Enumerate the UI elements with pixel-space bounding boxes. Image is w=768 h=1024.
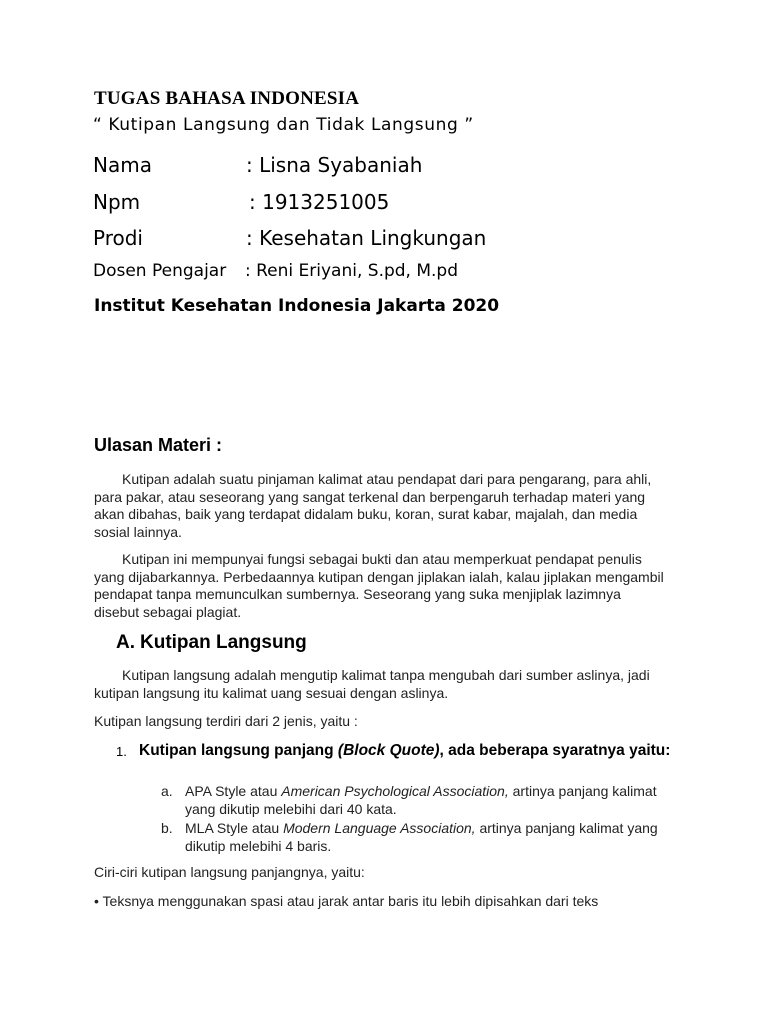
list-item-1-text-italic: (Block Quote) [337,742,440,759]
ulasan-paragraph-2 [94,551,664,621]
sub-item-b-italic: Modern Language Association, [283,820,476,836]
section-a-paragraph-2: Kutipan langsung terdiri dari 2 jenis, yaitu : [94,713,358,729]
list-item-1-text-before: Kutipan langsung panjang [139,742,338,759]
ulasan-paragraph-2-text: Kutipan ini mempunyai fungsi sebagai bukti dan atau memperkuat pendapat penulis yang dijabarkannya. Perbedaannya kutipan dengan jiplakan ialah, kalau jiplakan mengambil pendapat tanpa memunculkan sumbernya. Seseorang yang suka menjiplak lazimnya disebut sebagai plagiat. [94,551,664,620]
prodi-label: Prodi [93,226,143,250]
section-a-heading [116,632,307,654]
identity-row-npm [93,190,390,214]
list-item-1-text [139,741,676,760]
ulasan-paragraph-1 [94,471,664,541]
sub-item-b-after: artinya panjang kalimat yang dikutip melebihi 4 baris. [185,820,658,854]
identity-row-nama [93,153,423,177]
bullet-item-1: • Teksnya menggunakan spasi atau jarak antar baris itu lebih dipisahkan dari teks [94,893,599,909]
npm-label: Npm [93,190,141,214]
section-a-paragraph-3: Ciri-ciri kutipan langsung panjangnya, yaitu: [94,864,365,880]
sub-item-a-number: a. [161,783,173,799]
dosen-value: : Reni Eriyani, S.pd, M.pd [245,261,459,281]
list-item-1-text-after: , ada beberapa syaratnya yaitu: [439,742,671,759]
sub-item-a-text [185,783,681,818]
ulasan-heading: Ulasan Materi : [94,435,223,455]
section-a-title: Kutipan Langsung [140,632,307,653]
nama-value: : Lisna Syabaniah [246,153,423,177]
npm-value: : 1913251005 [249,190,390,214]
document-subtitle: “ Kutipan Langsung dan Tidak Langsung ” [93,115,474,135]
sub-item-a-italic: American Psychological Association, [281,783,509,799]
sub-item-a [161,783,681,818]
prodi-value: : Kesehatan Lingkungan [246,226,487,250]
institution-line: Institut Kesehatan Indonesia Jakarta 2020 [94,296,500,316]
sub-item-a-before: APA Style atau [185,783,282,799]
sub-item-a-after: artinya panjang kalimat yang dikutip melebihi dari 40 kata. [185,783,657,817]
sub-item-b-before: MLA Style atau [185,820,284,836]
document-title: TUGAS BAHASA INDONESIA [94,88,360,109]
sub-item-b [161,820,681,855]
identity-row-prodi [93,226,487,250]
dosen-label: Dosen Pengajar [93,261,227,281]
list-item-1 [116,741,676,760]
sub-item-b-number: b. [161,820,173,836]
section-a-paragraph-1 [94,667,664,702]
sub-item-b-text [185,820,681,855]
section-a-paragraph-1-text: Kutipan langsung adalah mengutip kalimat tanpa mengubah dari sumber aslinya, jadi kutipan langsung itu kalimat uang sesuai dengan aslinya. [94,667,650,701]
section-a-number: A. [116,632,135,653]
list-item-1-number: 1. [116,744,127,759]
identity-row-dosen [93,261,459,281]
nama-label: Nama [93,153,152,177]
ulasan-paragraph-1-text: Kutipan adalah suatu pinjaman kalimat atau pendapat dari para pengarang, para ahli, para pakar, atau seseorang yang sangat terkenal dan berpengaruh terhadap materi yang akan dibahas, baik yang terdapat didalam buku, koran, surat kabar, majalah, dan media sosial lainnya. [94,471,652,540]
